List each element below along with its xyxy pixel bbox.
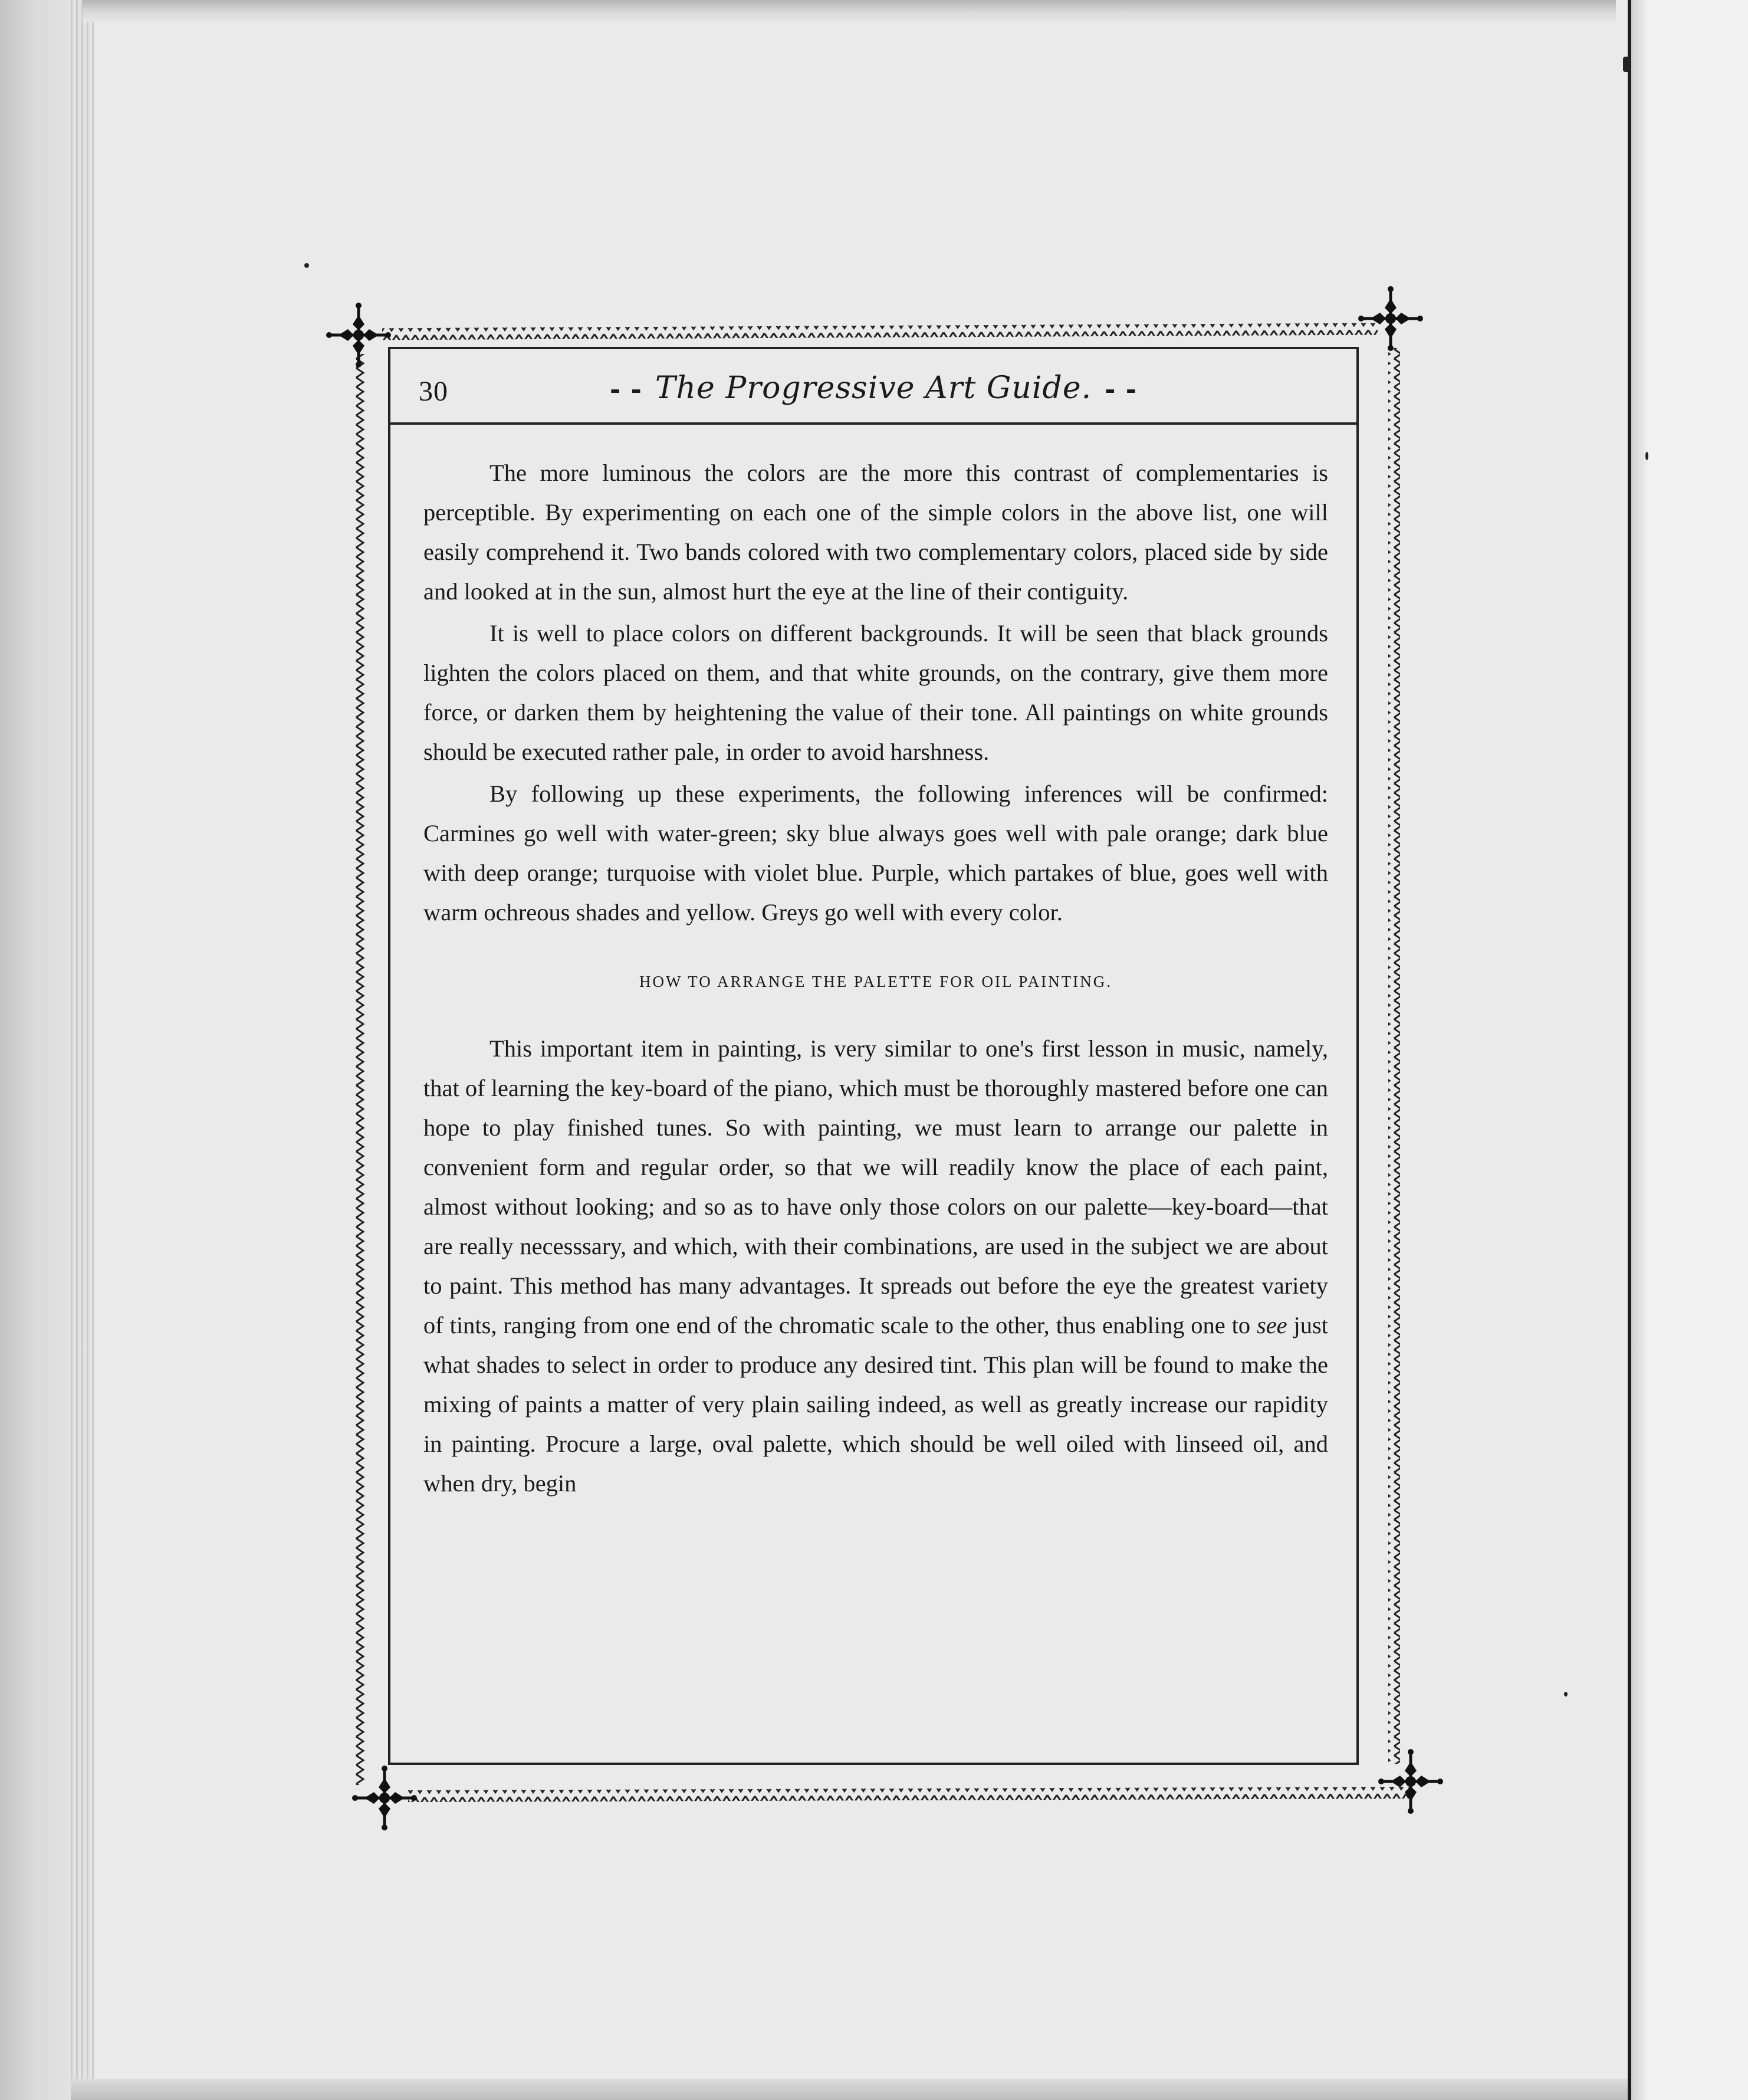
running-title: The Progressive Art Guide.: [655, 370, 1092, 406]
paragraph-backgrounds: It is well to place colors on different backgrounds. It will be seen that black grounds lighten the colors placed on them, and that white grounds, on the contrary, give them more force, or darken them by heightening the value of their tone. All paintings on white grounds should be executed rather pale, in order to avoid harshness.: [423, 620, 1328, 765]
title-dashes-left: - -: [609, 375, 642, 405]
title-dashes-right: - -: [1105, 375, 1137, 405]
palette-text-part1: This important item in painting, is very similar to one's first lesson in music, namely, that of learning the key-board of the piano, which must be thoroughly mastered before one can hope to play finished tunes. So with painting, we must learn to arrange our palette in convenient form and regular order, so that we will readily know the place of each paint, almost without looking; and so as to have only those colors on our palette—key-board—that are really necesssary, and which, with their combinations, are used in the subject we are about to paint. This method has many advantages. It spreads out before the eye the greatest variety of tints, ranging from one end of the chromatic scale to the other, thus enabling one to: [423, 1035, 1328, 1338]
running-title-line: [390, 370, 1356, 406]
page-frame: [388, 347, 1359, 1765]
section-heading: HOW TO ARRANGE THE PALETTE FOR OIL PAINTING.: [639, 973, 1113, 990]
palette-emphasis: see: [1256, 1312, 1287, 1338]
palette-text-part2: just what shades to select in order to produce any desired tint. This plan will be found to make the mixing of paints a matter of very plain sailing indeed, as well as greatly increase our rapidity in painting. Procure a large, oval palette, which should be well oiled with linseed oil, and when dry, begin: [423, 1312, 1329, 1497]
paragraph-complementaries: The more luminous the colors are the more this contrast of complementaries is perceptible. By experimenting on each one of the simple colors in the above list, one will easily comprehend it. Two bands colored with two complementary colors, placed side by side and looked at in the sun, almost hurt the eye at the line of their contiguity.: [423, 460, 1328, 605]
page-number: 30: [419, 376, 448, 407]
page-body: [423, 453, 1328, 1505]
paragraph-inferences: By following up these experiments, the following inferences will be confirmed: Carmines go well with water-green; sky blue always goes well with pale orange; dark blue with deep orange; turquoise with violet blue. Purple, which partakes of blue, goes well with warm ochreous shades and yellow. Greys go well with every color.: [423, 780, 1328, 926]
paragraph-palette: [423, 1029, 1328, 1503]
running-header: [390, 349, 1356, 425]
